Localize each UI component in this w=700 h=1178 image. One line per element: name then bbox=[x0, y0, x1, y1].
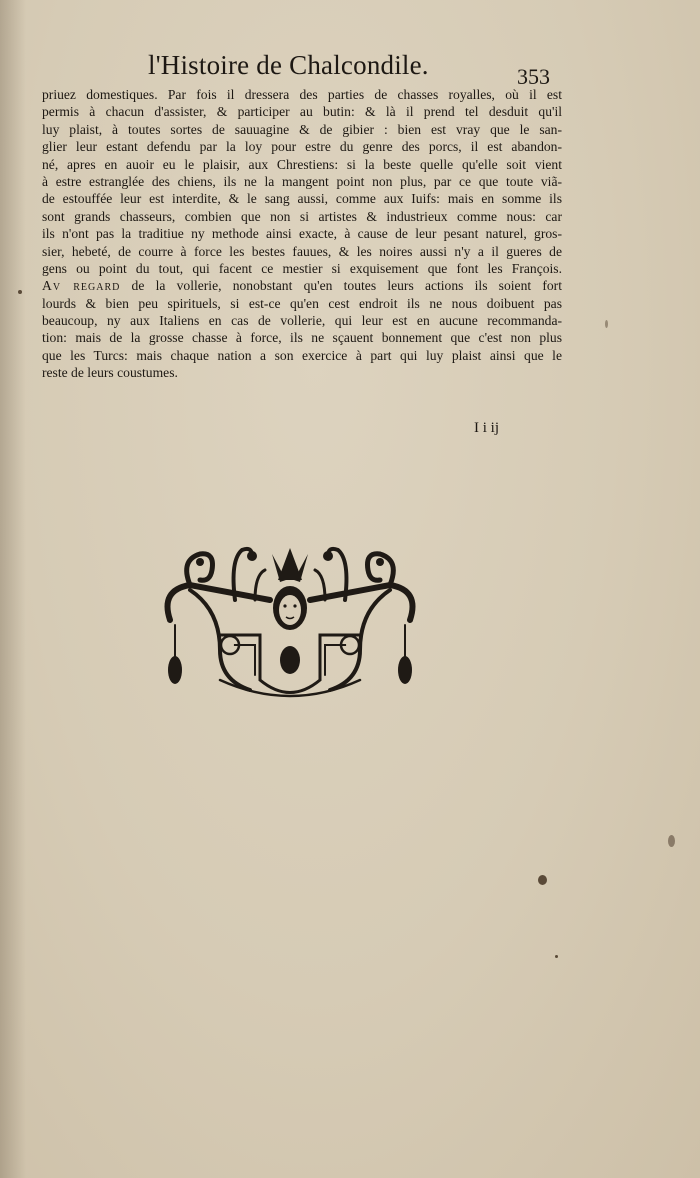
page-edge-shadow bbox=[0, 0, 26, 1178]
text-line: priuez domestiques. Par fois il dressera des parties de chasses royalles, où il est bbox=[42, 87, 562, 102]
page-number: 353 bbox=[517, 64, 550, 89]
text-line: permis à chacun d'assister, & participer au butin: & là il prend tel desduit qu'il bbox=[42, 104, 562, 120]
text-line: lourds & bien peu spirituels, si est-ce qu'en cest endroit ils ne nous doibuent pas bbox=[42, 295, 562, 311]
paragraph-opening-line bbox=[42, 277, 562, 294]
text-line: à estre estranglée des chiens, ils ne la mangent point non plus, par ce que toute viã- bbox=[42, 173, 562, 189]
body-text bbox=[42, 86, 562, 382]
text-line: gens ou point du tout, qui facent ce mestier si exquisement que font les François. bbox=[42, 260, 562, 276]
text-line: glier leur estant defendu par la loy pour estre du genre des porcs, il est abandon- bbox=[42, 139, 562, 155]
text-line: que les Turcs: mais chaque nation a son exercice à part qui luy plaist ainsi que le bbox=[42, 347, 562, 363]
paper-speck bbox=[555, 955, 558, 958]
text-line: tion: mais de la grosse chasse à force, ils ne sçauent bonnement que c'est non plus bbox=[42, 330, 562, 346]
text-line: beaucoup, ny aux Italiens en cas de vollerie, qui leur est en aucune recommanda- bbox=[42, 313, 562, 329]
woodcut-ornament-icon bbox=[160, 540, 420, 710]
text-line: né, apres en auoir eu le plaisir, aux Chrestiens: si la beste quelle qu'elle soit vient bbox=[42, 156, 562, 172]
paragraph-opening-rest: de la vollerie, nonobstant qu'en toutes leurs actions ils soient fort bbox=[120, 278, 562, 294]
text-line: de estouffée leur est interdite, & le sang aussi, comme aux Iuifs: mais en somme ils bbox=[42, 191, 562, 207]
paper-speck bbox=[668, 835, 675, 847]
signature-mark: I i ij bbox=[474, 420, 499, 436]
text-line: luy plaist, à toutes sortes de sauuagine & de gibier : bien est vray que le san- bbox=[42, 121, 562, 137]
text-line: sier, hebeté, de courre à force les bestes fauues, & les noires aussi n'y a il gueres de bbox=[42, 243, 562, 259]
paper-speck bbox=[538, 875, 547, 885]
paragraph-lead: Av regard bbox=[42, 278, 121, 294]
text-line: sont grands chasseurs, combien que non si artistes & industrieux comme nous: car bbox=[42, 208, 562, 224]
text-line-last: reste de leurs coustumes. bbox=[42, 365, 178, 381]
running-head: l'Histoire de Chalcondile. bbox=[148, 50, 429, 80]
text-line: ils n'ont pas la traditiue ny methode ainsi exacte, à cause de leur pesant naturel, gros- bbox=[42, 226, 562, 242]
page-header bbox=[40, 50, 560, 89]
paper-speck bbox=[18, 290, 22, 294]
paper-speck bbox=[605, 320, 608, 328]
